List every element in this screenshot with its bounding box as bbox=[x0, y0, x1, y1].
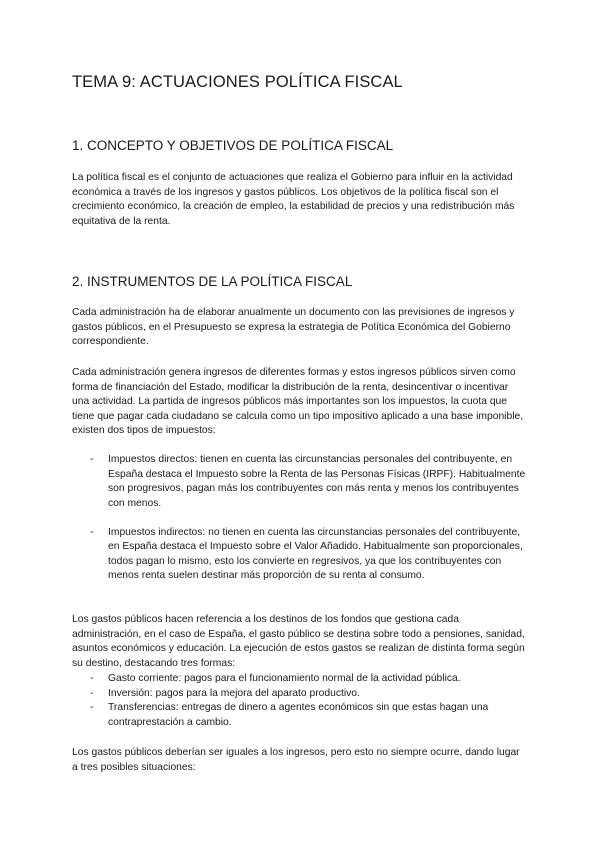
section-heading-concepto: 1. CONCEPTO Y OBJETIVOS DE POLÍTICA FISCAL bbox=[72, 138, 394, 153]
paragraph-situaciones: Los gastos públicos deberían ser iguales a los ingresos, pero esto no siempre ocurre, dando lugar a tres posibles situaciones: bbox=[72, 747, 520, 773]
bullet-dash: - bbox=[90, 687, 94, 699]
list-item-text: Impuestos indirectos: no tienen en cuenta las circunstancias personales del contribuyente, en España destaca el Impuesto sobre el Valor Añadido. Habitualmente son proporcionales, todos pagan lo mismo, esto los convierte en regresivos, ya que los contribuyentes con menos renta suelen destinar más proporción de su renta al consumo. bbox=[108, 526, 523, 581]
bullet-dash: - bbox=[90, 673, 94, 684]
bullet-dash: - bbox=[90, 702, 94, 713]
list-item bbox=[72, 526, 528, 584]
bullet-dash: - bbox=[90, 454, 94, 465]
list-item bbox=[72, 672, 528, 687]
paragraph-ingresos: Cada administración genera ingresos de diferentes formas y estos ingresos públicos sirven como forma de financiación del Estado, modificar la distribución de la renta, desincentivar o incentivar una actividad. La partida de ingresos públicos más importantes son los impuestos, la cuota que tiene que pagar cada ciudadano se calcula como un tipo impositivo aplicado a una base imponible, existen dos tipos de impuestos: bbox=[72, 367, 524, 436]
list-item bbox=[72, 687, 528, 702]
section-heading-instrumentos: 2. INSTRUMENTOS DE LA POLÍTICA FISCAL bbox=[72, 274, 353, 289]
list-item-text: Gasto corriente: pagos para el funcionamiento normal de la actividad pública. bbox=[108, 673, 461, 684]
list-item bbox=[72, 453, 528, 511]
list-item-text: Inversión: pagos para la mejora del aparato productivo. bbox=[108, 687, 360, 699]
tax-types-list bbox=[72, 453, 528, 584]
spending-forms-list bbox=[72, 672, 528, 730]
paragraph-presupuesto: Cada administración ha de elaborar anualmente un documento con las previsiones de ingresos y gastos públicos, en el Presupuesto se expresa la estrategia de Política Económica del Gobierno correspondiente. bbox=[72, 307, 515, 347]
paragraph-gastos: Los gastos públicos hacen referencia a los destinos de los fondos que gestiona cada administración, en el caso de España, el gasto público se destina sobre todo a pensiones, sanidad, asuntos económicos y educación. La ejecución de estos gastos se realizan de distinta forma según su destino, destacando tres formas: bbox=[72, 614, 525, 669]
list-item bbox=[72, 701, 528, 730]
document-title: TEMA 9: ACTUACIONES POLÍTICA FISCAL bbox=[72, 73, 403, 91]
paragraph-definicion: La política fiscal es el conjunto de actuaciones que realiza el Gobierno para influir en la actividad económica a través de los ingresos y gastos públicos. Los objetivos de la política fiscal son el crecimiento económico, la creación de empleo, la estabilidad de precios y una redistribución más equitativa de la renta. bbox=[72, 172, 515, 227]
bullet-dash: - bbox=[90, 526, 94, 538]
list-item-text: Impuestos directos: tienen en cuenta las circunstancias personales del contribuyente, en España destaca el Impuesto sobre la Renta de las Personas Físicas (IRPF). Habitualmente son progresivos, pagan más los contribuyentes con más renta y menos los contribuyentes con menos. bbox=[108, 454, 526, 509]
list-item-text: Transferencias: entregas de dinero a agentes económicos sin que estas hagan una contraprestación a cambio. bbox=[108, 702, 489, 728]
